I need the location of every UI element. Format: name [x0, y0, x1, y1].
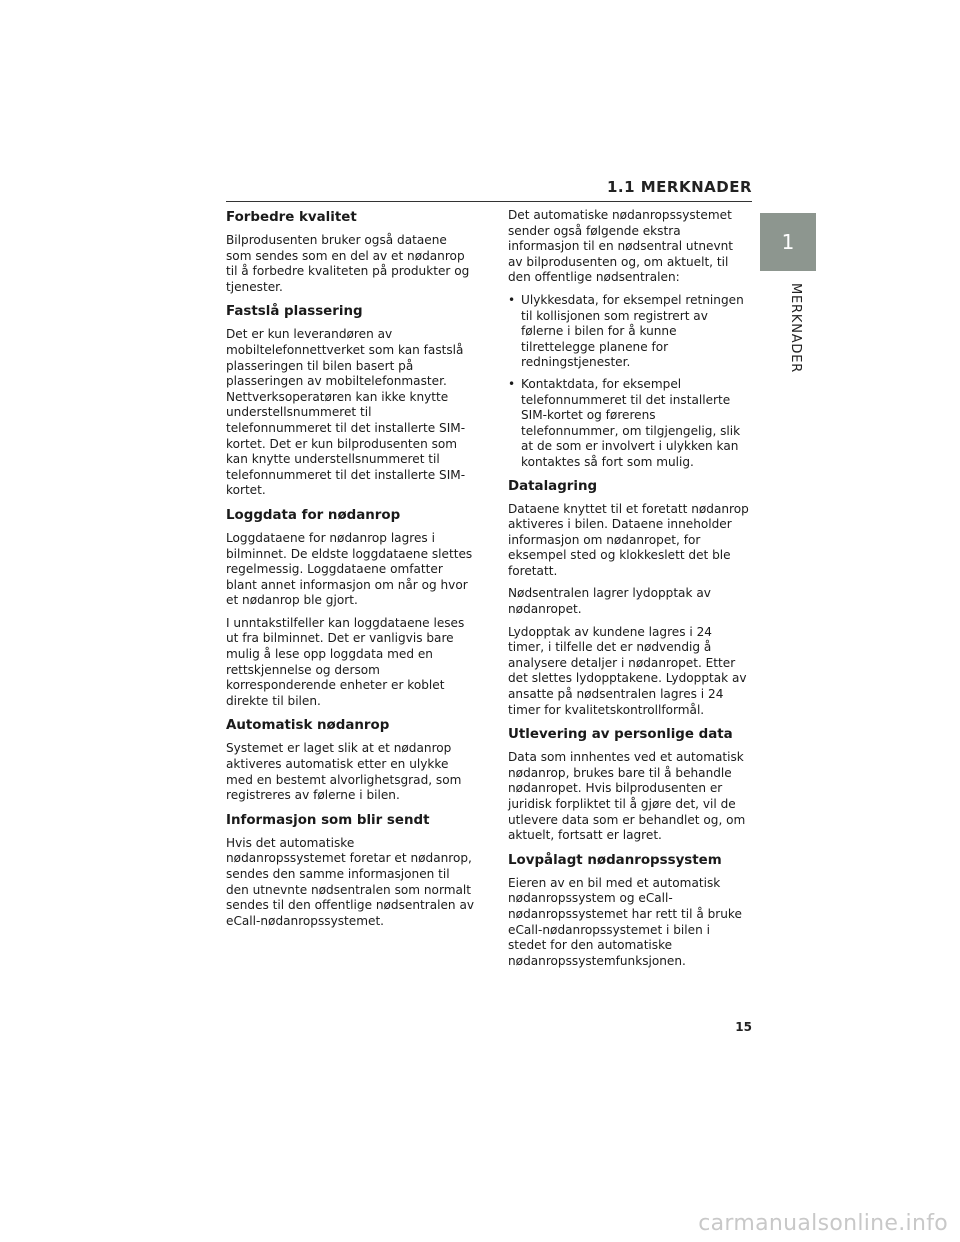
- paragraph: Data som innhentes ved et automatisk nødanrop, brukes bare til å behandle nødanropet. Hvis bilprodusenten er juridisk forpliktet til å gjøre det, vil de utlevere data som er behandlet og, om aktuelt, fortsatt er lagret.: [508, 750, 746, 843]
- chapter-side-label: MERKNADER: [788, 283, 803, 374]
- section-heading: Forbedre kvalitet: [226, 210, 357, 225]
- paragraph: Lydopptak av kundene lagres i 24 timer, i tilfelle det er nødvendig å analysere detaljer i nødanropet. Etter det slettes lydopptakene. Lydopptak av ansatte på nødsentralen lagres i 24 timer for kvalitetskontrollformål.: [508, 624, 747, 717]
- list-item: [508, 293, 750, 371]
- paragraph: Eieren av en bil med et automatisk nødanropssystem og eCall-nødanropssystemet har rett til å bruke eCall-nødanropssystemet i bilen i stedet for den automatiske nødanropssystemfunksjonen.: [508, 875, 742, 968]
- section-heading: Utlevering av personlige data: [508, 727, 733, 743]
- paragraph: Hvis det automatiske nødanropssystemet foretar et nødanrop, sendes den samme informasjonen til den utnevnte nødsentralen som normalt sendes til den offentlige nødsentralen av eCall-nødanropssystemet.: [226, 835, 475, 928]
- section-heading: Automatisk nødanrop: [226, 718, 390, 734]
- chapter-number: 1: [781, 230, 795, 254]
- bullet-icon: •: [508, 292, 516, 307]
- watermark: carmanualsonline.info: [698, 1211, 948, 1236]
- paragraph: Nødsentralen lagrer lydopptak av nødanropet.: [508, 586, 711, 617]
- section-header-title: 1.1 MERKNADER: [606, 178, 752, 196]
- paragraph: Dataene knyttet til et foretatt nødanrop aktiveres i bilen. Dataene inneholder informasjon om nødanropet, for eksempel sted og klokkeslett det ble foretatt.: [508, 501, 749, 578]
- paragraph: Systemet er laget slik at et nødanrop aktiveres automatisk etter en ulykke med en bestemt alvorlighetsgrad, som registreres av følerne i bilen.: [226, 741, 462, 803]
- paragraph: Det er kun leverandøren av mobiltelefonnettverket som kan fastslå plasseringen til bilen basert på plasseringen av mobiltelefonmaster. Nettverksoperatøren kan ikke knytte understellsnummeret til telefonnummeret til det installerte SIM-kortet. Det er kun bilprodusenten som kan knytte understellsnummeret til telefonnummeret til det installerte SIM-kortet.: [226, 327, 466, 498]
- page-number: 15: [735, 1020, 752, 1034]
- section-heading: Loggdata for nødanrop: [226, 507, 401, 523]
- left-column: [226, 208, 474, 936]
- paragraph: Bilprodusenten bruker også dataene som sendes som en del av et nødanrop til å forbedre kvaliteten på produkter og tjenester.: [226, 233, 470, 294]
- paragraph: I unntakstilfeller kan loggdataene leses ut fra bilminnet. Det er vanligvis bare mulig å lese opp loggdata med en rettskjennelse og dersom korresponderende enheter er koblet direkte til bilen.: [226, 615, 465, 708]
- header-divider: [226, 201, 752, 202]
- paragraph: Loggdataene for nødanrop lagres i bilminnet. De eldste loggdataene slettes regelmessig. Loggdataene omfatter blant annet informasjon om når og hvor et nødanrop ble gjort.: [226, 530, 473, 608]
- section-heading: Datalagring: [508, 478, 598, 494]
- right-column: [508, 208, 750, 976]
- section-heading: Fastslå plassering: [226, 304, 363, 320]
- section-heading: Lovpålagt nødanropssystem: [508, 852, 722, 868]
- list-item: [508, 377, 750, 471]
- intro-paragraph: Det automatiske nødanropssystemet sender også følgende ekstra informasjon til en nødsentral utnevnt av bilprodusenten og, om aktuelt, til den offentlige nødsentralen:: [508, 208, 734, 285]
- chapter-number-tab: [760, 213, 816, 271]
- section-heading: Informasjon som blir sendt: [226, 812, 430, 828]
- list-item-text: Kontaktdata, for eksempel telefonnummeret til det installerte SIM-kortet og førerens telefonnummer, om tilgjengelig, slik at de som er involvert i ulykken kan kontaktes så fort som mulig.: [521, 376, 741, 469]
- list-item-text: Ulykkesdata, for eksempel retningen til kollisjonen som registrert av følerne i bilen for å kunne tilrettelegge planene for redningstjenester.: [521, 292, 744, 370]
- bullet-icon: •: [508, 376, 516, 391]
- bullet-list: [508, 293, 750, 471]
